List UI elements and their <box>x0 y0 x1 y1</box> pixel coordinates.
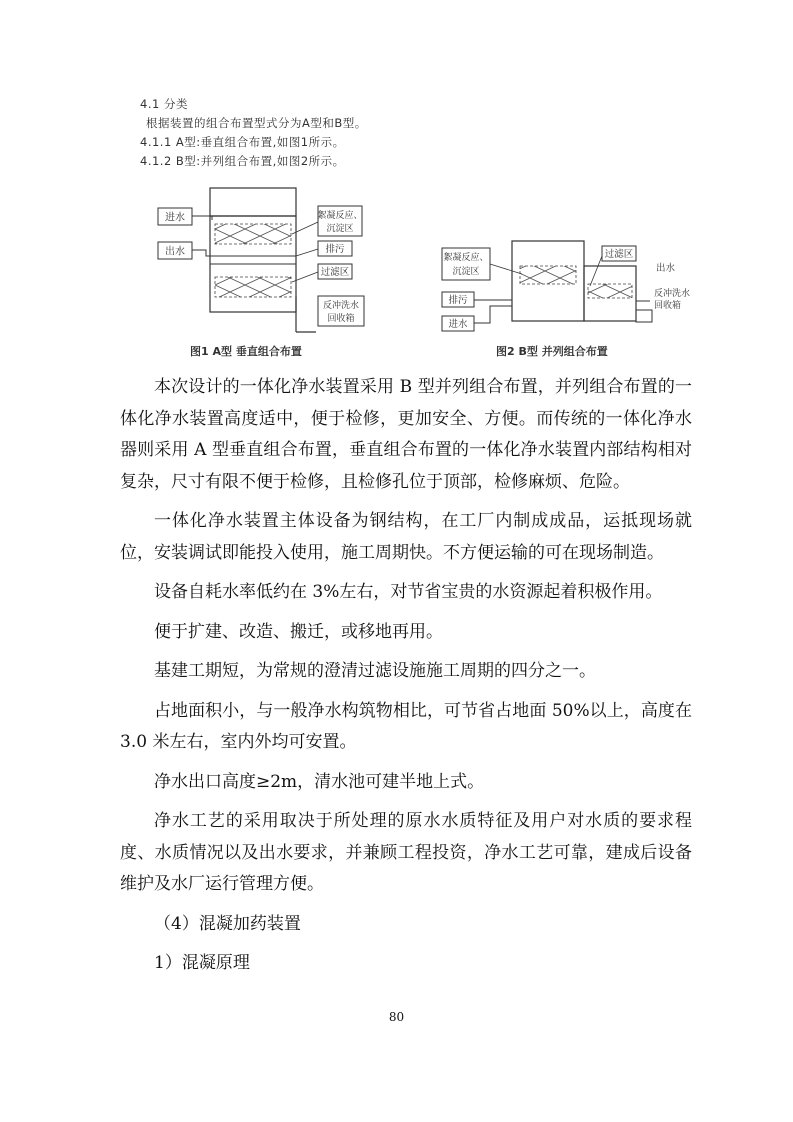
a-type-definition: 4.1.1 A型:垂直组合布置,如图1所示。 <box>140 135 345 149</box>
classification-intro: 根据装置的组合布置型式分为A型和B型。 <box>146 116 367 130</box>
scanned-standard-excerpt <box>140 96 691 364</box>
figure-2-caption: 图2 B型 并列组合布置 <box>496 345 608 358</box>
fig1-label-outlet: 出水 <box>165 246 185 258</box>
layout-diagrams <box>140 96 691 364</box>
paragraph-footprint: 占地面积小，与一般净水构筑物相比，可节省占地面 50%以上，高度在 3.0 米左右，室内外均可安置。 <box>120 700 692 752</box>
fig1-label-floc-2: 沉淀区 <box>326 224 354 234</box>
fig1-label-tank-2: 回收箱 <box>327 314 355 324</box>
fig2-label-floc-2: 沉淀区 <box>452 267 480 277</box>
paragraph-construction-period: 基建工期短，为常规的澄清过滤设施施工周期的四分之一。 <box>154 661 596 681</box>
paragraph-water-consumption: 设备自耗水率低约在 3%左右，对节省宝贵的水资源起着积极作用。 <box>154 582 663 602</box>
fig2-label-sludge: 排污 <box>448 295 468 306</box>
fig2-label-tank-2: 回收箱 <box>654 301 682 311</box>
fig2-label-outlet: 出水 <box>656 263 676 274</box>
paragraph-layout-choice: 本次设计的一体化净水装置采用 B 型并列组合布置，并列组合布置的一体化净水装置高度适中，便于检修，更加安全、方便。而传统的一体化净水器则采用 A 型垂直组合布置，垂直组合布置的一体化净水装置内部结构相对复杂，尺寸有限不便于检修，且检修孔位于顶部，检修麻烦、危险。 <box>120 377 692 492</box>
fig1-label-tank-1: 反冲洗水 <box>322 301 360 311</box>
fig1-label-floc-1: 絮凝反应、 <box>317 211 363 221</box>
body-text <box>120 372 692 980</box>
b-type-definition: 4.1.2 B型:并列组合布置,如图2所示。 <box>140 154 345 168</box>
figure-1-caption: 图1 A型 垂直组合布置 <box>190 345 302 358</box>
paragraph-outlet-height: 净水出口高度≥2m，清水池可建半地上式。 <box>154 771 485 792</box>
paragraph-steel-structure: 一体化净水装置主体设备为钢结构，在工厂内制成成品，运抵现场就位，安装调试即能投入使用，施工周期快。不方便运输的可在现场制造。 <box>120 511 692 563</box>
figure-1-diagram <box>158 188 364 332</box>
fig2-label-floc-1: 絮凝反应、 <box>443 253 489 263</box>
paragraph-process: 净水工艺的采用取决于所处理的原水水质特征及用户对水质的要求程度、水质情况以及出水要求，并兼顾工程投资，净水工艺可靠，建成后设备维护及水厂运行管理方便。 <box>120 811 692 894</box>
fig1-label-sludge: 排污 <box>325 244 345 255</box>
paragraph-expansion: 便于扩建、改造、搬迁，或移地再用。 <box>154 621 443 642</box>
fig1-label-inlet: 进水 <box>165 212 185 224</box>
subsection-heading: （4）混凝加药装置 <box>154 913 301 934</box>
fig2-label-filter: 过滤区 <box>604 249 634 260</box>
fig1-label-filter: 过滤区 <box>320 267 350 278</box>
page-number: 80 <box>388 1010 405 1024</box>
fig2-label-inlet: 进水 <box>448 319 468 330</box>
section-heading: 4.1 分类 <box>140 97 188 111</box>
fig2-label-tank-1: 反冲洗水 <box>654 289 691 299</box>
figure-2-diagram <box>442 241 690 331</box>
sub-subsection-heading: 1）混凝原理 <box>154 953 250 973</box>
